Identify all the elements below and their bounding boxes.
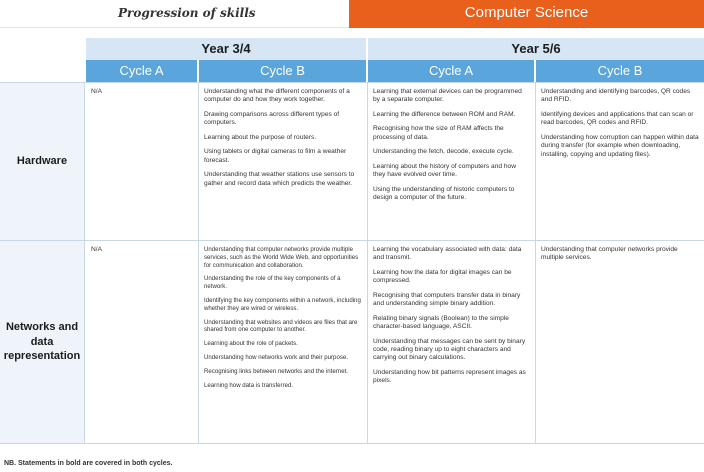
cycle-header-y34-b: Cycle B [199,60,367,82]
year-header-3-4: Year 3/4 [86,38,367,60]
hardware-y34-cycle-a [86,83,199,240]
cycle-header-y56-b: Cycle B [536,60,704,82]
progression-title-area [0,0,349,28]
hardware-y56-cycle-a [368,83,536,240]
statement: Relating binary signals (Boolean) to the simple character-based language, ASCII. [373,314,509,331]
row-label-networks: Networks and data representation [0,241,85,443]
statement: Recognising links between networks and the internet. [204,367,348,375]
networks-y34-cycle-b [199,241,368,443]
networks-y56-cycle-b [536,241,704,443]
page-header [0,0,704,28]
statement: Identifying the key components within a network, including whether they are wired or wireless. [204,296,361,312]
hardware-y56-cycle-b [536,83,704,240]
row-divider [0,443,704,444]
networks-y34-cycle-a [86,241,199,443]
statement: Understanding that weather stations use sensors to gather and record data which predicts the weather. [204,171,355,187]
statement: N/A [91,246,102,253]
row-label-hardware: Hardware [0,83,85,240]
statement: Learning about the purpose of routers. [204,133,317,141]
statement: Understanding how bit patterns represent images as pixels. [373,368,526,385]
statement: Using tablets or digital cameras to film a weather forecast. [204,148,347,164]
hardware-y34-cycle-b [199,83,368,240]
progression-title: Progression of skills [118,6,256,20]
statement: Understanding that messages can be sent by binary code, reading binary up to eight characters and carrying out binary calculations. [373,337,526,362]
statement: Drawing comparisons across different types of computers. [204,110,340,127]
year-header-5-6: Year 5/6 [368,38,704,60]
statement: Learning how the data for digital images can be compressed. [373,268,512,285]
statement: Learning how data is transferred. [204,381,294,389]
statement: Learning the difference between ROM and RAM. [373,110,516,118]
statement: Understanding how networks work and their purpose. [204,353,348,361]
statement: Learning about the role of packets. [204,340,298,348]
statement: N/A [91,88,102,95]
statement: Understanding that computer networks provide multiple services, such as the World Wide Web, and opportunities for communication and collaboration. [204,246,359,269]
statement: Understanding the fetch, decode, execute cycle. [373,148,514,156]
statement: Identifying devices and applications that can scan or read barcodes, QR codes and RFID. [541,110,694,127]
statement: Understanding and identifying barcodes, QR codes and RFID. [541,88,691,104]
statement: Understanding how corruption can happen within data during transfer (for example when downloading, installing, copying and updating files). [541,133,699,158]
subject-banner: Computer Science [349,0,704,28]
footnote: NB. Statements in bold are covered in both cycles. [4,460,173,467]
statement: Recognising that computers transfer data in binary and understanding simple binary addition. [373,291,521,308]
statement: Understanding what the different components of a computer do and how they work together. [204,88,350,104]
cycle-header-y34-a: Cycle A [86,60,198,82]
cycle-header-y56-a: Cycle A [368,60,535,82]
statement: Recognising how the size of RAM affects the processing of data. [373,125,504,141]
statement: Understanding that computer networks provide multiple services. [541,246,678,262]
statement: Learning the vocabulary associated with data: data and transmit. [373,246,522,262]
statement: Understanding the role of the key components of a network. [204,275,341,291]
networks-y56-cycle-a [368,241,536,443]
statement: Using the understanding of historic computers to design a computer of the future. [373,185,515,201]
statement: Learning that external devices can be programmed by a separate computer. [373,88,522,104]
statement: Learning about the history of computers and how they have evolved over time. [373,162,516,179]
statement: Understanding that websites and videos are files that are shared from one computer to another. [204,318,358,334]
